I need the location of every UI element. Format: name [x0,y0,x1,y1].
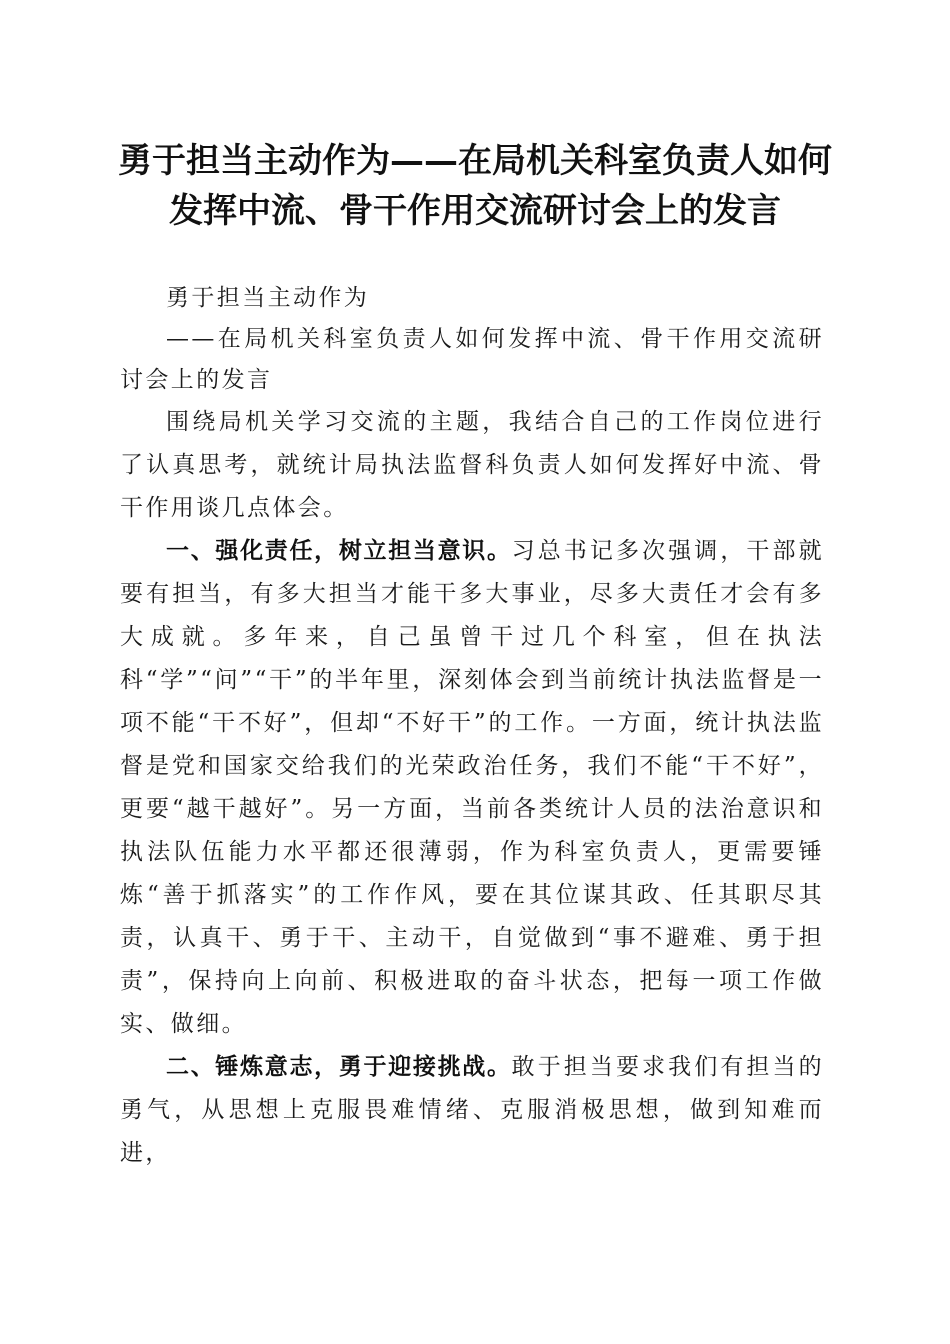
section-1-paragraph [120,530,824,1046]
subtitle-line-1: 勇于担当主动作为 [166,285,370,311]
document-body [120,278,824,1175]
intro-paragraph: 围绕局机关学习交流的主题，我结合自己的工作岗位进行了认真思考，就统计局执法监督科负责人如何发挥好中流、骨干作用谈几点体会。 [120,409,824,521]
document-title: 勇于担当主动作为——在局机关科室负责人如何发挥中流、骨干作用交流研讨会上的发言 [118,141,832,231]
section-2-body: 敢于担当要求我们有担当的勇气，从思想上克服畏难情绪、克服消极思想，做到知难而进， [120,1054,824,1166]
section-2-heading: 二、锤炼意志，勇于迎接挑战。 [166,1054,512,1080]
subtitle-line-2: ——在局机关科室负责人如何发挥中流、骨干作用交流研讨会上的发言 [120,326,824,393]
section-1-body: 习总书记多次强调，干部就要有担当，有多大担当才能干多大事业，尽多大责任才会有多大成就。多年来，自己虽曾干过几个科室，但在执法科“学”“问”“干”的半年里，深刻体会到当前统计执法监督是一项不能“干不好”，但却“不好干”的工作。一方面，统计执法监督是党和国家交给我们的光荣政治任务，我们不能“干不好”，更要“越干越好”。另一方面，当前各类统计人员的法治意识和执法队伍能力水平都还很薄弱，作为科室负责人，更需要锤炼“善于抓落实”的工作作风，要在其位谋其政、任其职尽其责，认真干、勇于干、主动干，自觉做到“事不避难、勇于担责”，保持向上向前、积极进取的奋斗状态，把每一项工作做实、做细。 [120,538,824,1037]
section-1-heading: 一、强化责任，树立担当意识。 [166,538,512,564]
section-2-paragraph [120,1046,824,1175]
